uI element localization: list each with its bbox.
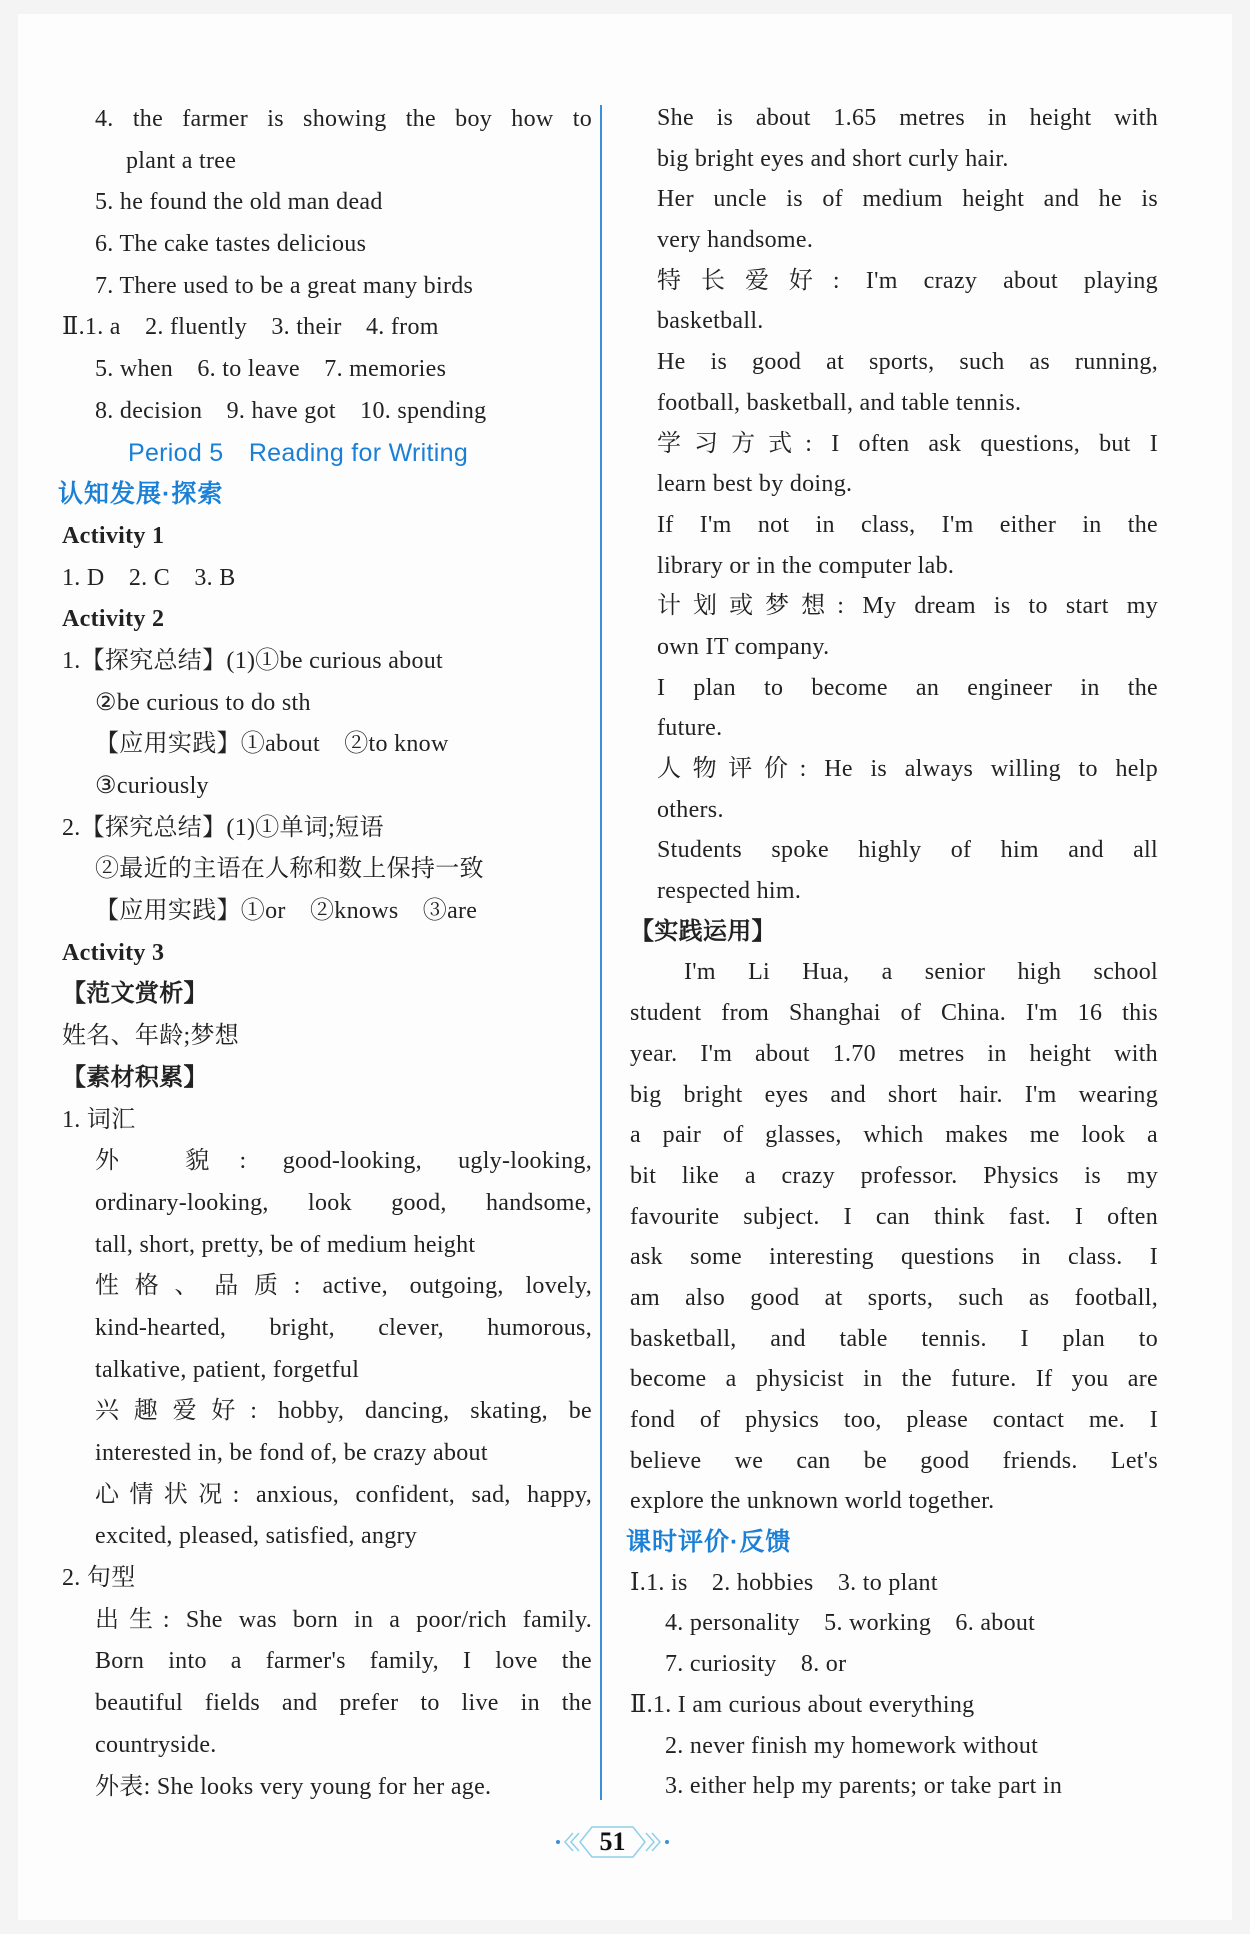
- answer-line: I plan to become an engineer in the: [657, 674, 1158, 701]
- essay-line: big bright eyes and short hair. I'm wearing: [630, 1081, 1158, 1108]
- essay-line: fond of physics too, please contact me. I: [630, 1407, 1158, 1433]
- answer-line: basketball.: [657, 308, 764, 335]
- essay-line: become a physicist in the future. If you are: [630, 1366, 1158, 1393]
- answer-line: ③curiously: [95, 773, 209, 799]
- essay-line: year. I'm about 1.70 metres in height with: [630, 1040, 1158, 1067]
- answer-line: 1. D 2. C 3. B: [62, 564, 236, 591]
- answer-line: 5. he found the old man dead: [95, 189, 383, 216]
- answer-line: interested in, be fond of, be crazy about: [95, 1440, 488, 1466]
- answer-line: plant a tree: [126, 147, 237, 174]
- answer-line: Ⅱ.1. I am curious about everything: [630, 1691, 975, 1718]
- answer-line: Her uncle is of medium height and he is: [657, 186, 1158, 213]
- period-heading: Period 5 Reading for Writing: [128, 438, 469, 467]
- answer-line: ②最近的主语在人称和数上保持一致: [95, 856, 484, 883]
- answer-line: 4. the farmer is showing the boy how to: [95, 106, 592, 132]
- answer-line: 1.【探究总结】(1)①be curious about: [62, 647, 444, 674]
- answer-line: Ⅰ.1. is 2. hobbies 3. to plant: [630, 1569, 938, 1596]
- section-heading: 课时评价·反馈: [626, 1528, 792, 1557]
- page-number: [555, 1825, 670, 1859]
- answer-line: library or in the computer lab.: [657, 552, 955, 579]
- subsection-heading: 【范文赏析】: [62, 981, 208, 1008]
- essay-line: am also good at sports, such as football,: [630, 1284, 1158, 1311]
- answer-line: 7. curiosity 8. or: [665, 1651, 847, 1678]
- answer-line: 5. when 6. to leave 7. memories: [95, 356, 447, 383]
- answer-line: 外表: She looks very young for her age.: [95, 1773, 492, 1800]
- answer-line: talkative, patient, forgetful: [95, 1356, 360, 1383]
- answer-line: 2.【探究总结】(1)①单词;短语: [62, 814, 384, 841]
- answer-line: 计划或梦想: My dream is to start my: [657, 593, 1158, 620]
- answer-line: future.: [657, 715, 723, 742]
- activity-heading: Activity 2: [62, 606, 165, 633]
- answer-line: football, basketball, and table tennis.: [657, 389, 1022, 416]
- answer-line: countryside.: [95, 1731, 217, 1758]
- answer-line: respected him.: [657, 878, 802, 905]
- answer-line: She is about 1.65 metres in height with: [657, 105, 1158, 131]
- answer-line: 兴趣爱好: hobby, dancing, skating, be: [95, 1398, 592, 1425]
- answer-line: others.: [657, 796, 724, 823]
- answer-line: 4. personality 5. working 6. about: [665, 1610, 1036, 1637]
- answer-line: He is good at sports, such as running,: [657, 349, 1158, 376]
- answer-line: 特长爱好: I'm crazy about playing: [657, 267, 1158, 294]
- answer-line: beautiful fields and prefer to live in the: [95, 1690, 592, 1717]
- subsection-heading: 【实践运用】: [630, 918, 776, 945]
- essay-line: I'm Li Hua, a senior high school: [684, 959, 1158, 986]
- answer-line: 3. either help my parents; or take part in: [665, 1773, 1063, 1800]
- essay-line: bit like a crazy professor. Physics is my: [630, 1162, 1158, 1189]
- activity-heading: Activity 1: [62, 522, 165, 549]
- answer-line: own IT company.: [657, 633, 830, 660]
- answer-line: 性格、品质: active, outgoing, lovely,: [95, 1273, 592, 1300]
- essay-line: basketball, and table tennis. I plan to: [630, 1325, 1158, 1352]
- right-column: [626, 98, 1158, 1807]
- answer-line: 7. There used to be a great many birds: [95, 272, 474, 299]
- answer-line: 外 貌: good-looking, ugly-looking,: [95, 1148, 592, 1175]
- answer-line: 心情状况: anxious, confident, sad, happy,: [95, 1481, 592, 1508]
- answer-line: 出生: She was born in a poor/rich family.: [95, 1606, 592, 1633]
- answer-line: ②be curious to do sth: [95, 689, 311, 716]
- answer-line: 学习方式: I often ask questions, but I: [657, 430, 1158, 457]
- essay-line: a pair of glasses, which makes me look a: [630, 1122, 1158, 1149]
- answer-line: excited, pleased, satisfied, angry: [95, 1523, 418, 1550]
- answer-line: big bright eyes and short curly hair.: [657, 145, 1009, 172]
- page-number-text: 51: [599, 1827, 626, 1856]
- answer-line: learn best by doing.: [657, 471, 853, 498]
- answer-line: If I'm not in class, I'm either in the: [657, 511, 1158, 538]
- answer-line: very handsome.: [657, 227, 814, 254]
- answer-line: 1. 词汇: [62, 1106, 136, 1133]
- answer-line: 2. 句型: [62, 1565, 136, 1592]
- subsection-heading: 【素材积累】: [62, 1064, 208, 1091]
- answer-line: Students spoke highly of him and all: [657, 837, 1158, 864]
- answer-line: 人物评价: He is always willing to help: [657, 756, 1158, 782]
- essay-line: believe we can be good friends. Let's: [630, 1447, 1158, 1474]
- section-heading: 认知发展·探索: [58, 480, 224, 509]
- answer-line: 【应用实践】①or ②knows ③are: [95, 898, 478, 925]
- answer-line: kind-hearted, bright, clever, humorous,: [95, 1314, 592, 1341]
- answer-line: 2. never finish my homework without: [665, 1732, 1039, 1759]
- answer-line: 【应用实践】①about ②to know: [95, 731, 449, 758]
- left-column: [58, 99, 592, 1808]
- column-divider: [600, 105, 602, 1800]
- answer-line: ordinary-looking, look good, handsome,: [95, 1189, 592, 1216]
- answer-line: tall, short, pretty, be of medium height: [95, 1231, 476, 1258]
- answer-line: Born into a farmer's family, I love the: [95, 1648, 592, 1675]
- essay-line: favourite subject. I can think fast. I often: [630, 1203, 1158, 1230]
- activity-heading: Activity 3: [62, 939, 165, 966]
- answer-line: 6. The cake tastes delicious: [95, 231, 367, 258]
- answer-line: Ⅱ.1. a 2. fluently 3. their 4. from: [62, 314, 439, 341]
- essay-line: ask some interesting questions in class. I: [630, 1244, 1158, 1271]
- answer-line: 8. decision 9. have got 10. spending: [95, 397, 487, 424]
- essay-line: explore the unknown world together.: [630, 1488, 995, 1515]
- answer-line: 姓名、年龄;梦想: [62, 1023, 240, 1050]
- essay-line: student from Shanghai of China. I'm 16 this: [630, 1000, 1158, 1027]
